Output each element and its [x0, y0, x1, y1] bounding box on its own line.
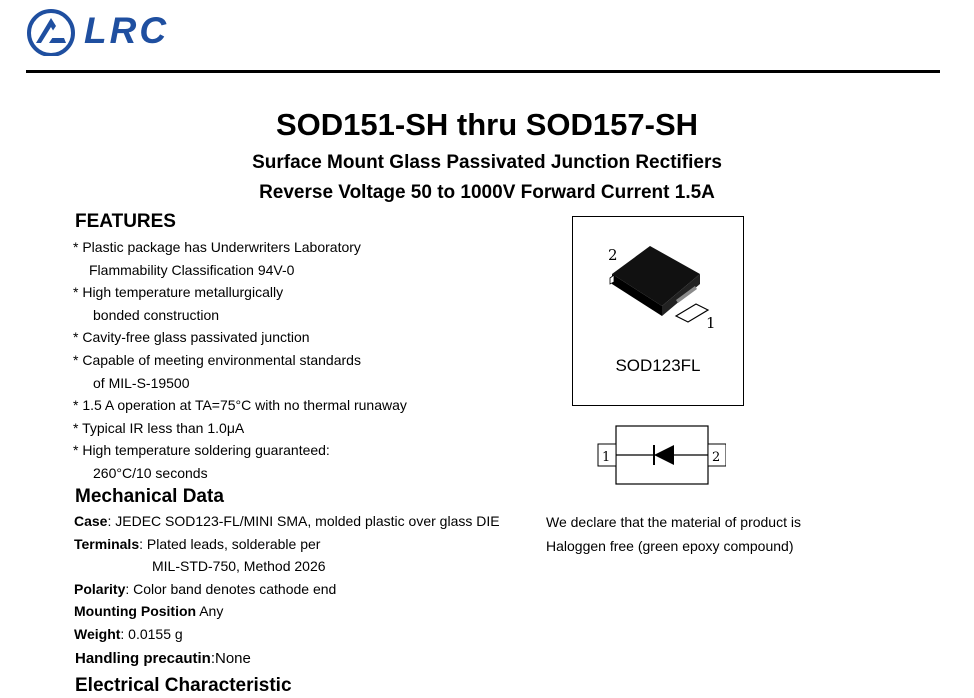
terminals-row [74, 533, 500, 556]
feature-item-cont: Flammability Classification 94V-0 [89, 261, 295, 278]
mounting-label: Mounting Position [74, 603, 197, 620]
feature-item-cont: of MIL-S-19500 [93, 374, 190, 391]
mounting-value: Any [196, 603, 224, 620]
package-label: SOD123FL [615, 356, 701, 375]
logo-text: LRC [84, 10, 170, 51]
weight-row [74, 623, 500, 646]
feature-item-cont: bonded construction [93, 306, 220, 323]
weight-value: : 0.0155 g [120, 625, 183, 642]
weight-label: Weight [74, 625, 121, 642]
feature-item: * High temperature soldering guaranteed: [73, 442, 330, 459]
declaration-line2: Haloggen free (green epoxy compound) [546, 538, 794, 554]
diode-pin2: 2 [712, 450, 721, 465]
feature-item: * Plastic package has Underwriters Laboratory [73, 239, 361, 255]
feature-item: * Typical IR less than 1.0μA [73, 419, 245, 436]
mechanical-list [74, 510, 500, 646]
package-drawing [572, 216, 744, 406]
handling-row [75, 650, 251, 667]
polarity-label: Polarity [74, 580, 126, 597]
case-row [74, 510, 500, 533]
package-pin1: 1 [706, 314, 716, 332]
package-pin2: 2 [608, 246, 618, 264]
polarity-value: : Color band denotes cathode end [125, 580, 337, 597]
handling-label: Handling precautin [75, 650, 211, 667]
feature-item: * Capable of meeting environmental standards [73, 351, 361, 368]
diode-symbol [596, 423, 726, 485]
feature-item: * 1.5 A operation at TA=75°C with no thermal runaway [73, 397, 407, 414]
polarity-row [74, 578, 500, 601]
declaration-line1: We declare that the material of product is [546, 514, 801, 530]
header-rule [26, 70, 940, 73]
terminals-value: : Plated leads, solderable per [139, 535, 321, 552]
halogen-declaration [546, 510, 801, 558]
terminals-label: Terminals [74, 535, 140, 552]
terminals-cont: MIL-STD-750, Method 2026 [152, 558, 326, 575]
feature-item: * High temperature metallurgically [73, 284, 284, 301]
electrical-heading: Electrical Characteristic [75, 675, 292, 696]
handling-value: :None [210, 650, 251, 667]
features-list [73, 236, 407, 485]
feature-item-cont: 260°C/10 seconds [93, 464, 208, 481]
page-subtitle-ratings: Reverse Voltage 50 to 1000V Forward Current 1.5A [259, 182, 715, 203]
diode-pin1: 1 [602, 450, 611, 465]
case-value: : JEDEC SOD123-FL/MINI SMA, molded plastic over glass DIE [107, 513, 500, 529]
page-title: SOD151-SH thru SOD157-SH [275, 107, 699, 142]
case-label: Case [74, 513, 108, 529]
features-heading: FEATURES [75, 211, 176, 232]
page-subtitle: Surface Mount Glass Passivated Junction Rectifiers [252, 152, 722, 173]
mechanical-heading: Mechanical Data [75, 486, 224, 507]
feature-item: * Cavity-free glass passivated junction [73, 329, 310, 346]
mounting-row [74, 600, 500, 623]
